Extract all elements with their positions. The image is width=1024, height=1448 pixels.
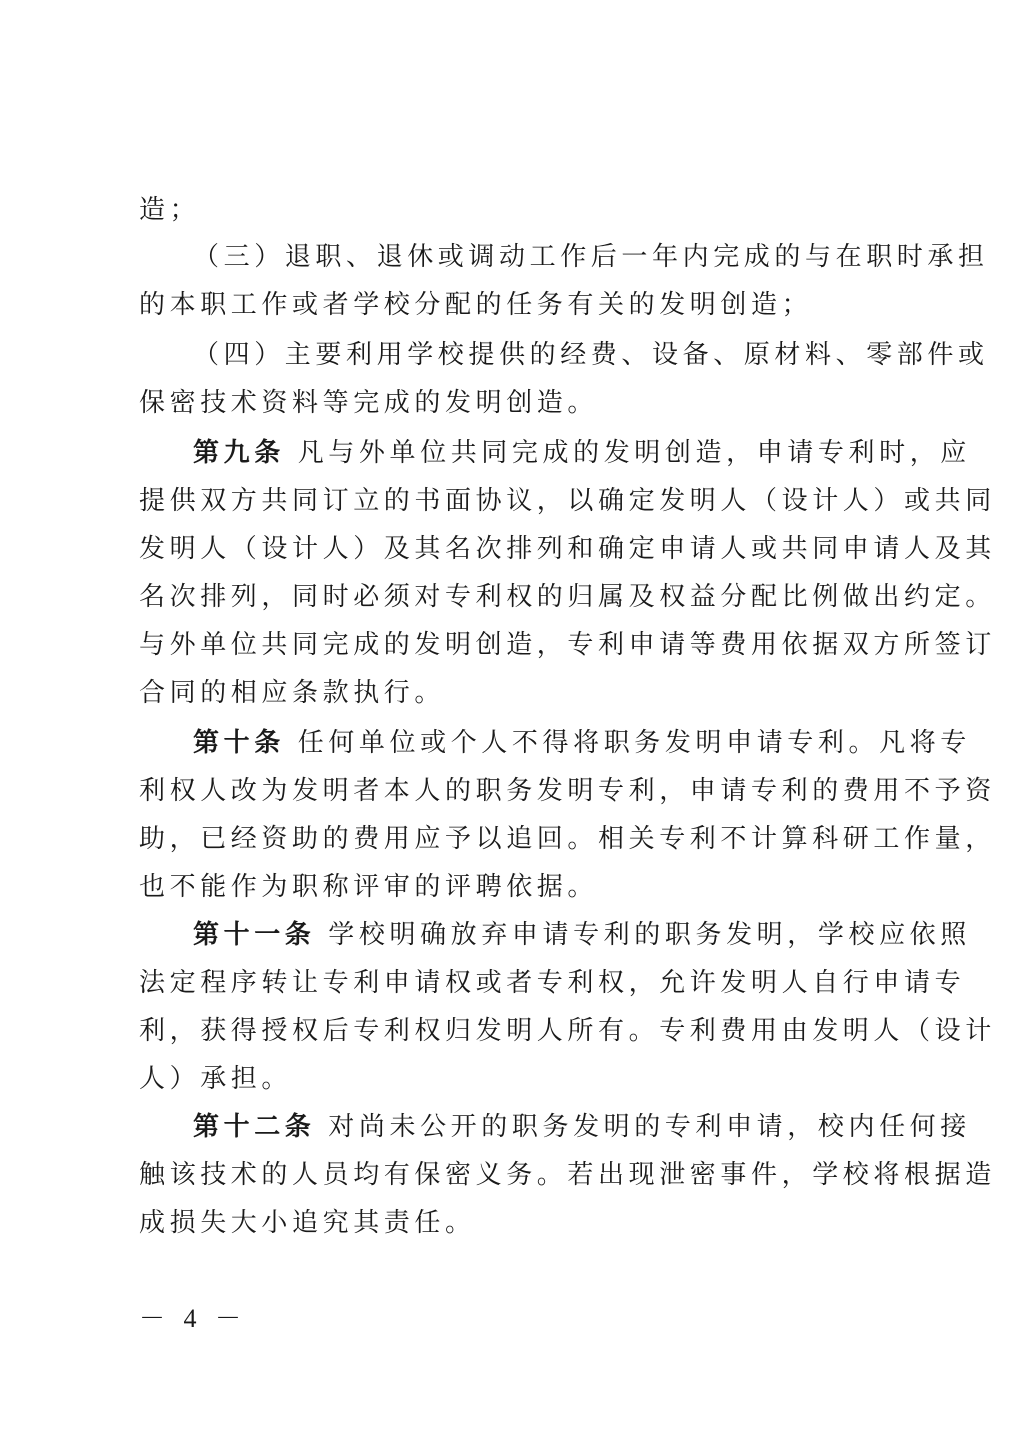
article-10-line-4: 也不能作为职称评审的评聘依据。 (139, 872, 599, 902)
article-12-line-1 (193, 1110, 971, 1144)
article-10-line-1 (193, 726, 971, 760)
article-10-text: 任何单位或个人不得将职务发明申请专利。凡将专 (297, 728, 971, 758)
paragraph-text: 造； (139, 195, 201, 225)
article-12-text: 对尚未公开的职务发明的专利申请，校内任何接 (328, 1112, 971, 1142)
article-10-heading: 第十条 (193, 728, 285, 758)
article-10-line-2: 利权人改为发明者本人的职务发明专利，申请专利的费用不予资 (139, 776, 996, 806)
article-9-heading: 第九条 (193, 438, 285, 468)
article-12-heading: 第十二条 (193, 1112, 316, 1142)
article-11-heading: 第十一条 (193, 920, 316, 950)
article-11-text: 学校明确放弃申请专利的职务发明，学校应依照 (328, 920, 971, 950)
item-4-line-2: 保密技术资料等完成的发明创造。 (139, 388, 599, 418)
article-9-text: 凡与外单位共同完成的发明创造，申请专利时，应 (297, 438, 971, 468)
article-12-line-2: 触该技术的人员均有保密义务。若出现泄密事件，学校将根据造 (139, 1160, 996, 1190)
article-11-line-2: 法定程序转让专利申请权或者专利权，允许发明人自行申请专 (139, 968, 966, 998)
article-11-line-1 (193, 918, 971, 952)
article-11-line-4: 人）承担。 (139, 1064, 293, 1094)
item-3-line-2: 的本职工作或者学校分配的任务有关的发明创造； (139, 290, 813, 320)
article-10-line-3: 助，已经资助的费用应予以追回。相关专利不计算科研工作量， (139, 824, 996, 854)
article-9-line-6: 合同的相应条款执行。 (139, 678, 446, 708)
item-3-line-1: （三）退职、退休或调动工作后一年内完成的与在职时承担 (193, 242, 989, 272)
article-9-line-5: 与外单位共同完成的发明创造，专利申请等费用依据双方所签订 (139, 630, 996, 660)
continuation-line (139, 193, 899, 227)
article-12-line-3: 成损失大小追究其责任。 (139, 1208, 476, 1238)
article-9-line-2: 提供双方共同订立的书面协议，以确定发明人（设计人）或共同 (139, 486, 996, 516)
article-11-line-3: 利，获得授权后专利权归发明人所有。专利费用由发明人（设计 (139, 1016, 996, 1046)
page-number: － 4 － (139, 1304, 248, 1333)
article-9-line-4: 名次排列，同时必须对专利权的归属及权益分配比例做出约定。 (139, 582, 996, 612)
article-9-line-1 (193, 436, 971, 470)
article-9-line-3: 发明人（设计人）及其名次排列和确定申请人或共同申请人及其 (139, 534, 996, 564)
item-4-line-1: （四）主要利用学校提供的经费、设备、原材料、零部件或 (193, 340, 989, 370)
